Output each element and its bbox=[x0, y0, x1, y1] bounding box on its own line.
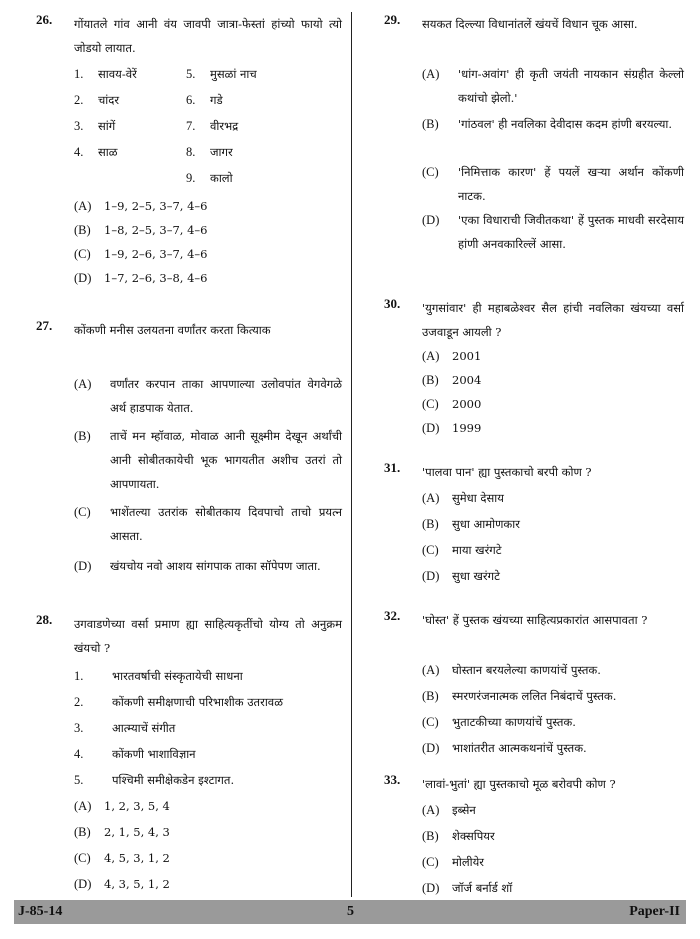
option-b[interactable]: (B) 1–8, 2–5, 3–7, 4–6 bbox=[74, 223, 208, 237]
option-b[interactable]: (B) 2, 1, 5, 4, 3 bbox=[74, 825, 170, 839]
column-divider bbox=[351, 12, 352, 897]
option-d[interactable]: (D) सुधा खरंगटे bbox=[422, 569, 500, 583]
match-item: 7. वीरभद्र bbox=[186, 119, 239, 133]
match-item: 5. मुसळां नाच bbox=[186, 67, 257, 81]
option-c[interactable]: (C) भुताटकीच्या काणयांचें पुस्तक. bbox=[422, 715, 576, 729]
list-item: 4. कोंकणी भाशाविज्ञान bbox=[74, 747, 196, 761]
paper-label: Paper-II bbox=[629, 904, 680, 919]
list-item: 3. आत्म्याचें संगीत bbox=[74, 721, 176, 735]
option-a[interactable]: (A) 1, 2, 3, 5, 4 bbox=[74, 799, 170, 813]
option-c[interactable]: (C) 2000 bbox=[422, 397, 482, 411]
option-a[interactable]: (A) 2001 bbox=[422, 349, 482, 363]
option-c[interactable]: (C) 'निमित्ताक कारण' हें पयलें खऱ्या अर्थान कोंकणी नाटक. bbox=[422, 165, 684, 203]
option-c[interactable]: (C) भाशेंतल्या उतरांक सोबीतकाय दिवपाचो ताचो प्रयत्न आसता. bbox=[74, 505, 342, 543]
question-text: 'घोस्त' हें पुस्तक खंयच्या साहित्यप्रकारांत आसपावता ? bbox=[422, 613, 648, 627]
question-text: उगवाडणेच्या वर्सा प्रमाण ह्या साहित्यकृतींचो योग्य तो अनुक्रम खंयचो ? bbox=[74, 617, 342, 655]
list-item: 5. पश्चिमी समीक्षेकडेन इश्टागत. bbox=[74, 773, 235, 787]
option-a[interactable]: (A) 'धांग-अवांग' ही कृती जयंती नायकान संग्रहीत केल्लो कथांचो झेलो.' bbox=[422, 67, 684, 105]
match-item: 4. साळ bbox=[74, 145, 118, 159]
question-text: कोंकणी मनीस उलयतना वर्णांतर करता कित्याक bbox=[74, 323, 271, 337]
option-b[interactable]: (B) स्मरणरंजनात्मक ललित निबंदाचें पुस्तक. bbox=[422, 689, 617, 703]
option-a[interactable]: (A) घोस्तान बरयलेल्या काणयांचें पुस्तक. bbox=[422, 663, 601, 677]
match-item: 3. सांगें bbox=[74, 119, 116, 133]
question-number: 33. bbox=[384, 772, 401, 787]
match-item: 6. गडे bbox=[186, 93, 223, 107]
option-d[interactable]: (D) भाशांतरीत आत्मकथनांचें पुस्तक. bbox=[422, 741, 587, 755]
match-item: 1. सावय-वेरें bbox=[74, 67, 137, 81]
exam-code: J-85-14 bbox=[18, 904, 63, 919]
option-c[interactable]: (C) 1–9, 2–6, 3–7, 4–6 bbox=[74, 247, 208, 261]
option-c[interactable]: (C) 4, 5, 3, 1, 2 bbox=[74, 851, 170, 865]
option-d[interactable]: (D) खंयचोय नवो आशय सांगपाक ताका सॉपेपण जाता. bbox=[74, 559, 321, 573]
question-number: 28. bbox=[36, 612, 53, 627]
question-text: सयकत दिल्ल्या विधानांतलें खंयचें विधान चूक आसा. bbox=[422, 17, 638, 31]
option-a[interactable]: (A) वर्णांतर करपान ताका आपणाल्या उलोवपांत वेगवेगळे अर्थ हाडपाक येतात. bbox=[74, 377, 342, 415]
option-a[interactable]: (A) इब्सेन bbox=[422, 803, 476, 817]
question-number: 30. bbox=[384, 296, 401, 311]
question-text: 'लावां-भुतां' ह्या पुस्तकाचो मूळ बरोवपी कोण ? bbox=[422, 777, 616, 791]
question-number: 27. bbox=[36, 318, 53, 333]
question-text: 'युगसांवार' ही महाबळेश्वर सैल हांची नवलिका खंयच्या वर्सा उजवाडून आयली ? bbox=[422, 301, 684, 339]
option-a[interactable]: (A) 1–9, 2–5, 3–7, 4–6 bbox=[74, 199, 208, 213]
option-d[interactable]: (D) 1–7, 2–6, 3–8, 4–6 bbox=[74, 271, 208, 285]
option-b[interactable]: (B) 2004 bbox=[422, 373, 482, 387]
option-b[interactable]: (B) शेक्सपियर bbox=[422, 829, 495, 843]
question-text: गोंयातले गांव आनी वंय जावपी जात्रा-फेस्तां हांच्यो फायो त्यो जोडयो लायात. bbox=[74, 17, 342, 55]
question-number: 31. bbox=[384, 460, 401, 475]
option-a[interactable]: (A) सुमेधा देसाय bbox=[422, 491, 504, 505]
page-footer bbox=[14, 900, 686, 924]
option-d[interactable]: (D) जॉर्ज बर्नार्ड शॉ bbox=[422, 881, 513, 895]
match-item: 8. जागर bbox=[186, 145, 233, 159]
option-b[interactable]: (B) 'गांठवल' ही नवलिका देवीदास कदम हांणी बरयल्या. bbox=[422, 117, 673, 131]
option-c[interactable]: (C) मोलीयेर bbox=[422, 855, 485, 869]
page-number: 5 bbox=[347, 904, 354, 919]
question-text: 'पालवा पान' ह्या पुस्तकाचो बरपी कोण ? bbox=[422, 465, 592, 479]
option-b[interactable]: (B) सुधा आमोणकार bbox=[422, 517, 520, 531]
list-item: 1. भारतवर्षाची संस्कृतायेची साधना bbox=[74, 669, 243, 683]
option-d[interactable]: (D) 'एका विधाराची जिवीतकथा' हें पुस्तक माधवी सरदेसाय हांणी अनवकारिल्लें आसा. bbox=[422, 213, 684, 251]
option-d[interactable]: (D) 1999 bbox=[422, 421, 482, 435]
option-c[interactable]: (C) माया खरंगटे bbox=[422, 543, 502, 557]
question-number: 26. bbox=[36, 12, 53, 27]
question-number: 32. bbox=[384, 608, 401, 623]
list-item: 2. कोंकणी समीक्षणाची परिभाशीक उतरावळ bbox=[74, 695, 283, 709]
question-number: 29. bbox=[384, 12, 401, 27]
option-b[interactable]: (B) ताचें मन म्हॉवाळ, मोवाळ आनी सूक्ष्मीम देखून अर्थांची आनी सोबीतकायेची भूक भागयतीत अशीच उतरां तो आपणायता. bbox=[74, 429, 342, 491]
match-item: 9. कालो bbox=[186, 171, 233, 185]
option-d[interactable]: (D) 4, 3, 5, 1, 2 bbox=[74, 877, 170, 891]
match-item: 2. चांदर bbox=[74, 93, 120, 107]
